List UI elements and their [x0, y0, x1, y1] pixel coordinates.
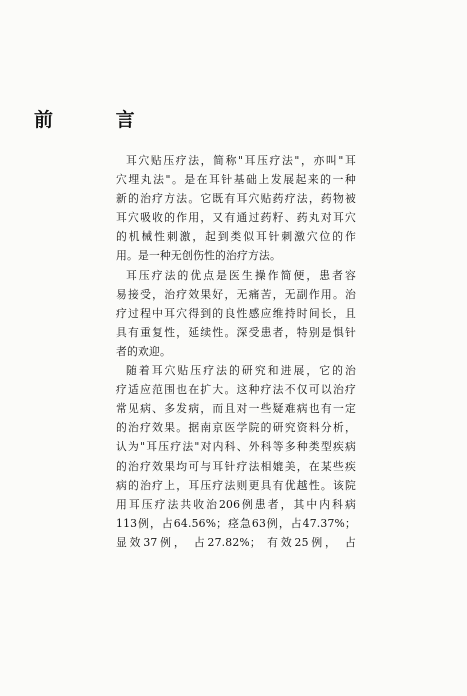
text-line: 耳穴贴压疗法，简称"耳压疗法"，亦叫"耳: [126, 154, 356, 167]
text-line: 新的治疗方法。它既有耳穴贴药疗法，药物被: [116, 192, 356, 206]
text-line: 的机械性刺激，起到类似耳针刺激穴位的作: [116, 230, 356, 244]
text-line: 疗适应范围也在扩大。这种疗法不仅可以治疗: [116, 383, 356, 397]
text-line: 认为"耳压疗法"对内科、外科等多种类型疾病: [116, 440, 356, 454]
text-line: 常见病、多发病，而且对一些疑难病也有一定: [116, 402, 356, 416]
text-line: 耳穴吸收的作用，又有通过药籽、药丸对耳穴: [116, 211, 356, 225]
body-text: [116, 151, 356, 552]
page-title: 前 言: [34, 109, 163, 131]
text-line: 耳压疗法的优点是医生操作简便，患者容: [126, 268, 356, 282]
text-line: 易接受，治疗效果好，无痛苦，无副作用。治: [116, 287, 356, 301]
text-line: 疗过程中耳穴得到的良性感应维持时间长，且: [116, 306, 356, 320]
text-line: 的治疗效果均可与耳针疗法相媲美，在某些疾: [116, 459, 356, 473]
text-line: 随着耳穴贴压疗法的研究和进展，它的治: [126, 364, 356, 378]
text-line: 用耳压疗法共收治206例患者，其中内科病: [116, 497, 356, 511]
text-line: 穴埋丸法"。是在耳针基础上发展起来的一种: [116, 173, 356, 187]
paragraph-3: [116, 361, 356, 552]
text-line: 用。是一种无创伤性的治疗方法。: [116, 249, 281, 263]
text-line: 113例，占64.56%；痉急63例，占47.37%；: [116, 516, 356, 530]
paragraph-2: [116, 266, 356, 361]
paragraph-1: [116, 151, 356, 266]
text-line: 病的治疗上，耳压疗法则更具有优越性。该院: [116, 478, 356, 492]
text-line: 具有重复性，延续性。深受患者，特别是惧针: [116, 325, 356, 339]
text-line: 者的欢迎。: [116, 344, 171, 358]
text-line: 显效37例， 占27.82%； 有效25例， 占: [116, 535, 356, 549]
text-line: 的治疗效果。据南京医学院的研究资料分析，: [116, 421, 356, 435]
